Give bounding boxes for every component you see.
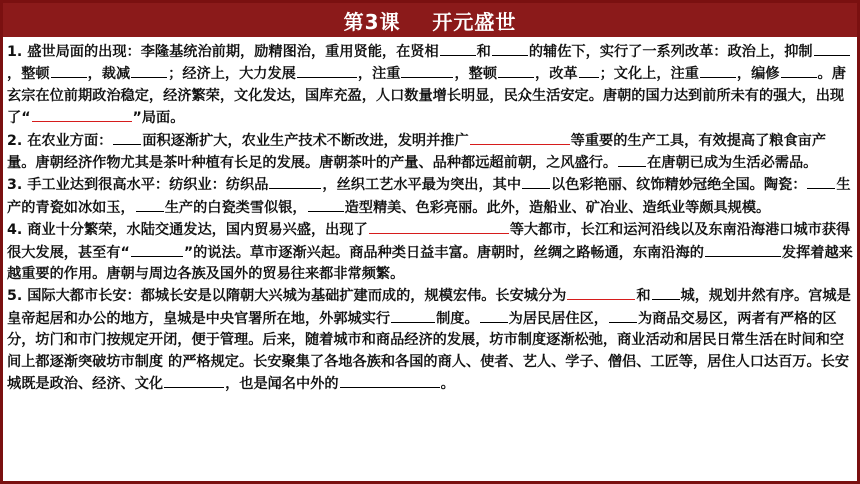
fill-blank[interactable] <box>440 41 476 56</box>
fill-blank[interactable] <box>391 308 435 323</box>
text: 在唐朝已成为生活必需品。 <box>647 155 818 172</box>
fill-blank[interactable] <box>470 130 570 145</box>
text: 3. 手工业达到很高水平：纺织业：纺织品 <box>7 177 269 194</box>
fill-blank[interactable] <box>164 373 224 388</box>
text: ，改革 <box>535 66 578 83</box>
fill-blank[interactable] <box>579 63 599 78</box>
paragraph-3 <box>7 174 853 219</box>
text: ，编修 <box>736 66 780 83</box>
fill-blank[interactable] <box>401 63 453 78</box>
paragraph-4 <box>7 219 853 285</box>
fill-blank[interactable] <box>131 242 183 257</box>
fill-blank[interactable] <box>807 174 835 189</box>
text: ；文化上，注重 <box>599 66 699 83</box>
text: 的辅佐下，实行了一系列改革：政治上，抑制 <box>528 44 813 60</box>
text: 。唐玄宗在位前期政治稳定，经济繁荣，文化发达，国库充盈，人口数量增长明显，民众生活安定。唐朝的国力达到前所未有的强大，出现了“ <box>7 66 846 127</box>
text: 造型精美、色彩亮丽。此外，造船业、矿冶业、造纸业等颇具规模。 <box>344 199 771 216</box>
fill-blank[interactable] <box>32 107 132 122</box>
text: 5. 国际大都市长安：都城长安是以隋朝大兴城为基础扩建而成的，规模宏伟。长安城分为 <box>7 288 567 305</box>
text: ”局面。 <box>132 110 185 127</box>
fill-blank[interactable] <box>567 285 635 300</box>
fill-blank[interactable] <box>498 63 534 78</box>
text: 。 <box>440 376 455 393</box>
text: ，整顿 <box>7 66 50 83</box>
fill-blank[interactable] <box>131 63 167 78</box>
text: ，整顿 <box>454 66 498 83</box>
fill-blank[interactable] <box>705 242 781 257</box>
text: 等重要的生产工具，有效提高了粮食亩产量。唐朝经济作物尤其是茶叶种植有长足的发展。唐朝茶叶的产量、品种都远超前朝，之风盛行。 <box>7 132 827 172</box>
fill-blank[interactable] <box>308 197 344 212</box>
text: ，丝织工艺水平最为突出，其中 <box>322 177 522 194</box>
worksheet-content <box>7 41 853 481</box>
text: 4. 商业十分繁荣，水陆交通发达，国内贸易兴盛，出现了 <box>7 222 368 239</box>
text: ”的说法。草市逐渐兴起。商品种类日益丰富。唐朝时，丝绸之路畅通，东南沿海的 <box>183 244 704 261</box>
text: 1. 盛世局面的出现：李隆基统治前期，励精图治，重用贤能，在贤相 <box>7 44 439 60</box>
text: ，裁减 <box>87 66 131 83</box>
text: ；经济上，大力发展 <box>168 66 296 83</box>
text: 等大都市，长江和运河沿线以及东南沿海港口城市获得很大发展，甚至有“ <box>7 222 851 261</box>
fill-blank[interactable] <box>480 308 508 323</box>
text: ，也是闻名中外的 <box>225 376 339 393</box>
fill-blank[interactable] <box>269 174 321 189</box>
fill-blank[interactable] <box>113 130 141 145</box>
fill-blank[interactable] <box>492 41 528 56</box>
fill-blank[interactable] <box>700 63 736 78</box>
fill-blank[interactable] <box>618 152 646 167</box>
text: 和 <box>476 44 491 60</box>
title-bar <box>3 3 857 37</box>
fill-blank[interactable] <box>522 174 550 189</box>
text: 生产的白瓷类雪似银， <box>164 199 307 216</box>
paragraph-1 <box>7 41 853 130</box>
paragraph-5 <box>7 285 853 395</box>
text: 制度。 <box>436 310 479 327</box>
fill-blank[interactable] <box>814 41 850 56</box>
fill-blank[interactable] <box>340 373 440 388</box>
text: 以色彩艳丽、纹饰精妙冠绝全国。陶瓷： <box>551 177 807 194</box>
text: 面积逐渐扩大，农业生产技术不断改进，发明并推广 <box>142 132 469 149</box>
text: 和 <box>636 288 651 305</box>
text: ，注重 <box>357 66 401 83</box>
lesson-title: 第3课 开元盛世 <box>343 9 517 34</box>
fill-blank[interactable] <box>609 308 637 323</box>
fill-blank[interactable] <box>781 63 817 78</box>
text: 2. 在农业方面： <box>7 132 113 149</box>
fill-blank[interactable] <box>652 285 680 300</box>
text: 为居民居住区， <box>508 310 608 327</box>
fill-blank[interactable] <box>369 219 509 234</box>
text: 为商品交易区，两者有严格的区分，坊门和市门按规定开闭，便于管理。后来，随着城市和商品经济的发展，坊市制度逐渐松弛，商业活动和居民日常生活在时间和空间上都逐渐突破坊市制度 的严格规定。长安聚集了各地各族和各国的商人、使者、艺人、学子、僧侣、工匠等，居住人口达百万。长安城既是政治、经济、文化 <box>7 310 850 393</box>
paragraph-2 <box>7 130 853 175</box>
text: 城，规划井然有序。宫城是皇帝起居和办公的地方，皇城是中央官署所在地，外郭城实行 <box>7 288 851 327</box>
fill-blank[interactable] <box>136 197 164 212</box>
text: 生产的青瓷如冰如玉， <box>7 177 851 216</box>
fill-blank[interactable] <box>51 63 87 78</box>
text: 发挥着越来越重要的作用。唐朝与周边各族及国外的贸易往来都非常频繁。 <box>7 244 853 283</box>
fill-blank[interactable] <box>297 63 357 78</box>
